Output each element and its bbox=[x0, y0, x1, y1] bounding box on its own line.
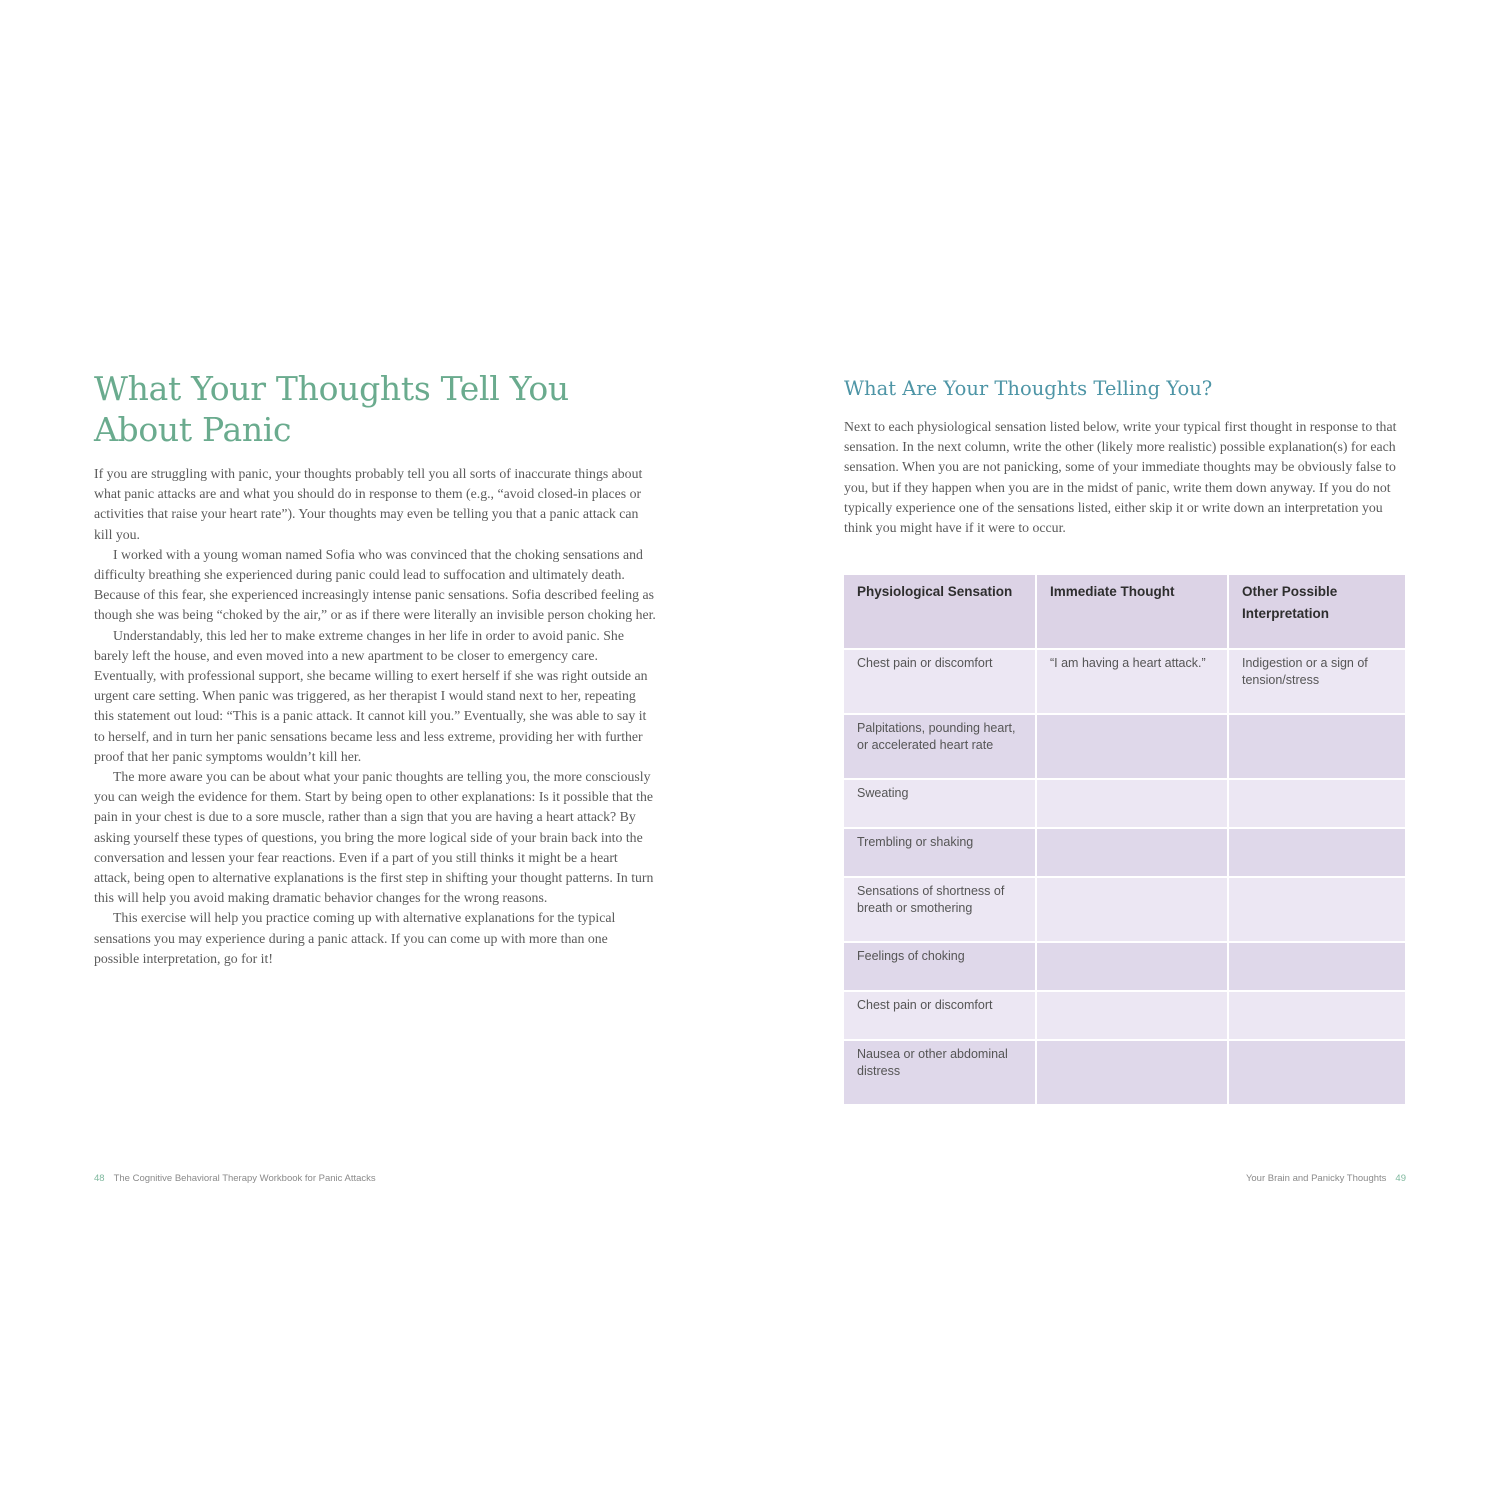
thought-cell[interactable] bbox=[1036, 1040, 1228, 1105]
interpretation-cell[interactable] bbox=[1228, 714, 1405, 779]
running-title: The Cognitive Behavioral Therapy Workbook for Panic Attacks bbox=[113, 1173, 376, 1184]
running-title: Your Brain and Panicky Thoughts bbox=[1245, 1173, 1387, 1184]
sensation-cell: Palpitations, pounding heart, or accelerated heart rate bbox=[844, 714, 1036, 779]
sensation-cell: Feelings of choking bbox=[844, 942, 1036, 991]
footer-left bbox=[94, 1172, 376, 1186]
table-row bbox=[844, 877, 1405, 942]
sensation-cell: Chest pain or discomfort bbox=[844, 649, 1036, 714]
paragraph: Understandably, this led her to make extreme changes in her life in order to avoid panic. She barely left the house, and even moved into a new apartment to be closer to emergency care. Eventually, with professional support, she became willing to exert herself if she was right outside an urgent care setting. When panic was triggered, as her therapist I would stand next to her, repeating this statement out loud: “This is a panic attack. It cannot kill you.” Eventually, she was able to say it to herself, and in turn her panic sensations became less and less extreme, providing her with further proof that her panic symptoms wouldn’t kill her. bbox=[94, 627, 648, 764]
exercise-instructions: Next to each physiological sensation listed below, write your typical first thought in response to that sensation. In the next column, write the other (likely more realistic) possible explanation(s) for each sensation. When you are not panicking, some of your immediate thoughts may be obviously false to you, but if they happen when you are in the midst of panic, write them down anyway. If you do not typically experience one of the sensations listed, either skip it or write down an interpretation you think you might have if it were to occur. bbox=[844, 419, 1397, 536]
sensation-cell: Sensations of shortness of breath or smothering bbox=[844, 877, 1036, 942]
table-row bbox=[844, 714, 1405, 779]
page-title-line-1: What Your Thoughts Tell You bbox=[94, 369, 569, 408]
table-row bbox=[844, 779, 1405, 828]
thought-cell[interactable] bbox=[1036, 991, 1228, 1040]
body-text bbox=[94, 464, 656, 969]
paragraph: This exercise will help you practice coming up with alternative explanations for the typical sensations you may experience during a panic attack. If you can come up with more than one possible interpretation, go for it! bbox=[94, 910, 616, 966]
paragraph: The more aware you can be about what your panic thoughts are telling you, the more consciously you can weigh the evidence for them. Start by being open to other explanations: Is it possible that the pain in your chest is due to a sore muscle, rather than a sign that you are having a heart attack? By asking yourself these types of questions, you bring the more logical side of your brain back into the conversation and lessen your fear reactions. Even if a part of you still thinks it might be a heart attack, being open to alternative explanations is the first step in shifting your thought patterns. In turn this will help you avoid making dramatic behavior changes for the wrong reasons. bbox=[94, 769, 654, 906]
thought-cell[interactable] bbox=[1036, 828, 1228, 877]
table-row bbox=[844, 942, 1405, 991]
interpretation-cell[interactable] bbox=[1228, 942, 1405, 991]
sensation-cell: Trembling or shaking bbox=[844, 828, 1036, 877]
sensation-cell: Sweating bbox=[844, 779, 1036, 828]
interpretation-cell[interactable] bbox=[1228, 779, 1405, 828]
exercise-title: What Are Your Thoughts Telling You? bbox=[844, 377, 1213, 400]
column-header-immediate-thought: Immediate Thought bbox=[1036, 575, 1228, 649]
footer-right bbox=[1246, 1172, 1406, 1186]
worksheet-table bbox=[844, 575, 1405, 1106]
paragraph: I worked with a young woman named Sofia who was convinced that the choking sensations and difficulty breathing she experienced during panic could lead to suffocation and ultimately death. Because of this fear, she experienced increasingly intense panic sensations. Sofia described feeling as though she was being “choked by the air,” or as if there were literally an invisible person choking her. bbox=[94, 546, 656, 623]
page-title-line-2: About Panic bbox=[94, 410, 292, 449]
page-number: 48 bbox=[94, 1173, 105, 1184]
interpretation-cell: Indigestion or a sign of tension/stress bbox=[1228, 649, 1405, 714]
column-header-sensation: Physiological Sensation bbox=[844, 575, 1036, 649]
thought-cell: “I am having a heart attack.” bbox=[1036, 649, 1228, 714]
sensation-cell: Nausea or other abdominal distress bbox=[844, 1040, 1036, 1105]
thought-cell[interactable] bbox=[1036, 877, 1228, 942]
table-row bbox=[844, 991, 1405, 1040]
thought-cell[interactable] bbox=[1036, 779, 1228, 828]
column-header-other-interpretation: Other Possible Interpretation bbox=[1228, 575, 1405, 649]
sensation-cell: Chest pain or discomfort bbox=[844, 991, 1036, 1040]
thought-cell[interactable] bbox=[1036, 714, 1228, 779]
table-row bbox=[844, 649, 1405, 714]
table-row bbox=[844, 828, 1405, 877]
thought-cell[interactable] bbox=[1036, 942, 1228, 991]
table-header-row bbox=[844, 575, 1405, 649]
page-number: 49 bbox=[1395, 1173, 1406, 1184]
paragraph: If you are struggling with panic, your thoughts probably tell you all sorts of inaccurate things about what panic attacks are and what you should do in response to them (e.g., “avoid closed-in places or activities that raise your heart rate”). Your thoughts may even be telling you that a panic attack can kill you. bbox=[94, 466, 643, 542]
interpretation-cell[interactable] bbox=[1228, 1040, 1405, 1105]
interpretation-cell[interactable] bbox=[1228, 828, 1405, 877]
page-title bbox=[94, 368, 654, 450]
interpretation-cell[interactable] bbox=[1228, 877, 1405, 942]
interpretation-cell[interactable] bbox=[1228, 991, 1405, 1040]
table-row bbox=[844, 1040, 1405, 1105]
